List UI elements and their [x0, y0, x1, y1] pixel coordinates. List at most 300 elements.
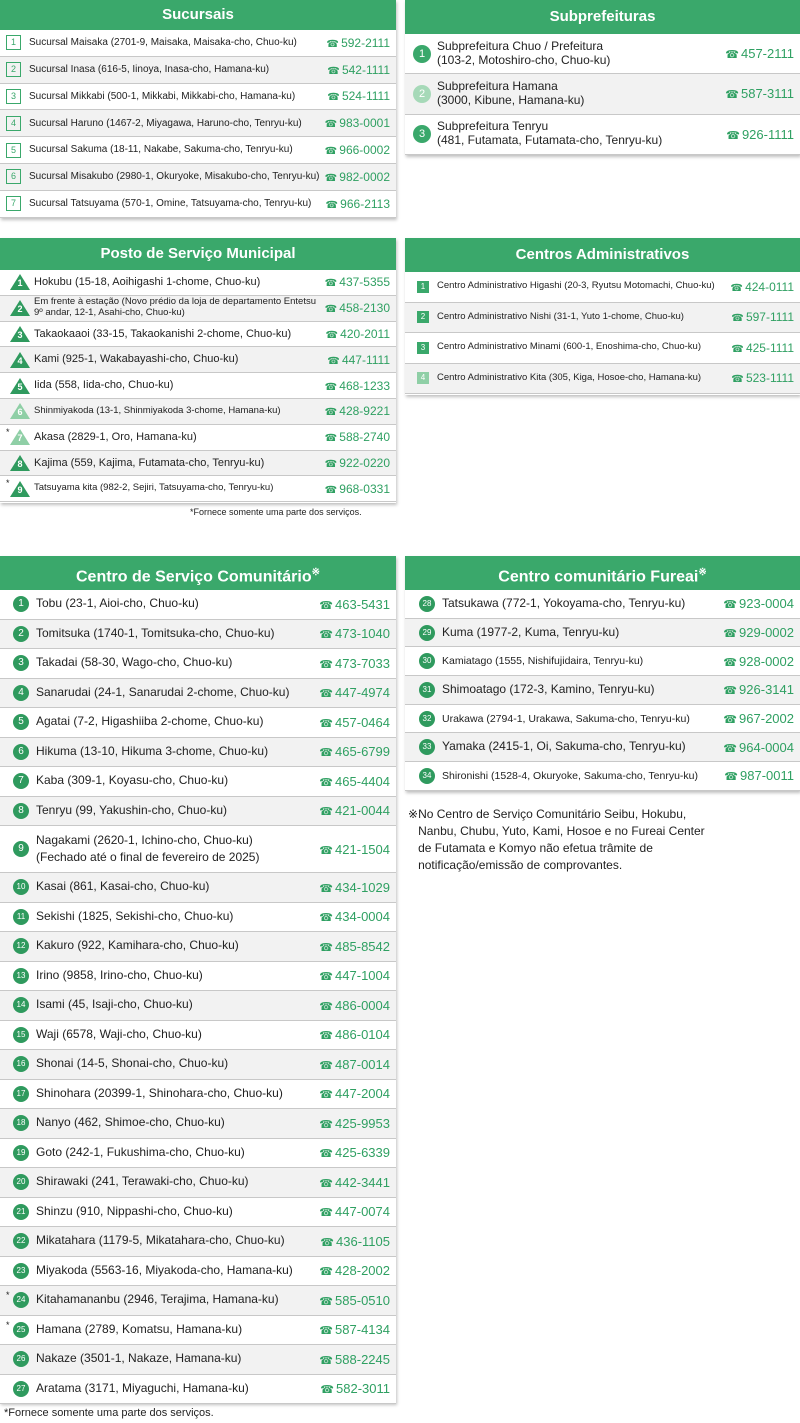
phone-icon: ☎ [731, 374, 744, 386]
center-name: Goto (242-1, Fukushima-cho, Chuo-ku) [36, 1144, 245, 1159]
comunitario-header [0, 556, 396, 590]
list-item [0, 84, 396, 111]
triangle-number-icon [10, 326, 30, 342]
list-item [0, 451, 396, 477]
phone-number[interactable] [319, 968, 396, 983]
center-name: Shirawaki (241, Terawaki-cho, Chuo-ku) [36, 1174, 249, 1189]
phone-number[interactable] [319, 626, 396, 641]
phone-text: 928-0002 [739, 653, 794, 669]
phone-icon: ☎ [724, 771, 739, 784]
phone-icon: ☎ [319, 912, 334, 925]
list-item [0, 164, 396, 191]
center-name: Kakuro (922, Kamihara-cho, Chuo-ku) [36, 938, 239, 953]
phone-icon: ☎ [319, 658, 334, 671]
phone-number[interactable] [325, 143, 396, 157]
list-item [0, 110, 396, 137]
phone-icon: ☎ [327, 355, 340, 367]
phone-text: 487-0014 [335, 1056, 390, 1072]
community-center-name [29, 1028, 319, 1042]
phone-text: 592-2111 [341, 35, 390, 50]
phone-text: 421-1504 [335, 841, 390, 857]
number-badge: 20 [13, 1174, 29, 1190]
list-item [405, 590, 800, 619]
phone-icon: ☎ [723, 599, 738, 612]
fureai-note [408, 806, 708, 874]
community-center-name [29, 834, 319, 865]
list-item [0, 1139, 396, 1169]
phone-number[interactable] [730, 280, 800, 294]
phone-text: 447-1111 [341, 352, 390, 367]
number-badge: 2 [13, 626, 29, 642]
phone-text: 987-0011 [740, 768, 794, 784]
number-badge: 21 [13, 1204, 29, 1220]
phone-icon: ☎ [319, 1148, 334, 1161]
phone-icon: ☎ [723, 628, 738, 641]
list-item [0, 1227, 396, 1257]
phone-number[interactable] [319, 842, 396, 857]
phone-icon: ☎ [324, 381, 338, 393]
phone-number[interactable] [725, 46, 800, 61]
comunitario-title: Centro de Serviço Comunitário [76, 568, 312, 586]
list-item [0, 767, 396, 797]
list-item [405, 647, 800, 676]
phone-number[interactable] [725, 86, 800, 101]
list-item [405, 705, 800, 734]
comunitario-mark: ※ [311, 567, 320, 578]
office-address: (103-2, Motoshiro-cho, Chuo-ku) [437, 52, 611, 67]
list-item [405, 733, 800, 762]
phone-icon: ☎ [325, 199, 339, 211]
subprefeituras-title: Subprefeituras [405, 0, 800, 34]
number-badge: 31 [419, 682, 435, 698]
phone-icon: ☎ [319, 747, 334, 760]
service-post-name: Kajima (559, Kajima, Futamata-cho, Tenryu-ku) [34, 456, 265, 469]
phone-text: 585-0510 [335, 1292, 390, 1308]
number-badge: 33 [419, 739, 435, 755]
phone-text: 420-2011 [340, 326, 390, 341]
phone-text: 465-4404 [335, 773, 390, 789]
phone-text: 587-4134 [335, 1322, 390, 1338]
partial-service-mark: * [6, 426, 10, 437]
phone-number[interactable] [731, 341, 800, 355]
phone-number[interactable] [731, 371, 800, 385]
phone-number[interactable] [325, 301, 396, 315]
phone-text: 486-0004 [335, 997, 390, 1013]
phone-number[interactable] [319, 1204, 396, 1219]
phone-text: 968-0331 [339, 481, 390, 496]
community-center-name [29, 715, 319, 729]
community-center-name [29, 1116, 319, 1130]
community-center-name [29, 939, 319, 953]
community-center-name [29, 1146, 319, 1160]
phone-text: 587-3111 [740, 86, 794, 102]
phone-text: 421-0044 [335, 803, 390, 819]
service-post-name: Kami (925-1, Wakabayashi-cho, Chuo-ku) [34, 353, 239, 366]
phone-icon: ☎ [725, 49, 739, 62]
phone-icon: ☎ [319, 1030, 334, 1043]
phone-icon: ☎ [324, 304, 338, 316]
list-item [405, 762, 800, 791]
phone-number[interactable] [723, 711, 800, 726]
number-badge: 15 [13, 1027, 29, 1043]
center-name: Hikuma (13-10, Hikuma 3-chome, Chuo-ku) [36, 743, 269, 758]
phone-icon: ☎ [319, 882, 334, 895]
phone-number[interactable] [326, 36, 396, 50]
number-badge: 11 [13, 909, 29, 925]
community-center-name [29, 998, 319, 1012]
phone-number[interactable] [325, 275, 396, 289]
phone-icon: ☎ [731, 313, 744, 325]
number-badge: 4 [6, 116, 21, 131]
office-title: Subprefeitura Tenryu [437, 119, 549, 134]
community-center-name [29, 1293, 319, 1307]
phone-icon: ☎ [324, 484, 338, 496]
center-name: Aratama (3171, Miyaguchi, Hamana-ku) [36, 1380, 249, 1395]
triangle-number-icon [10, 481, 30, 497]
center-name: Isami (45, Isaji-cho, Chuo-ku) [36, 997, 193, 1012]
phone-text: 437-5355 [339, 275, 390, 290]
phone-number[interactable] [723, 682, 800, 697]
number-badge: 1 [13, 596, 29, 612]
number-badge: 6 [13, 744, 29, 760]
center-name: Kaba (309-1, Koyasu-cho, Chuo-ku) [36, 773, 229, 788]
phone-icon: ☎ [731, 343, 744, 355]
phone-text: 923-0004 [739, 596, 794, 612]
number-badge: 1 [17, 278, 23, 289]
triangle-number-icon [10, 274, 30, 290]
community-center-name [29, 1205, 319, 1219]
phone-number[interactable] [726, 127, 800, 142]
centros-panel [405, 238, 800, 395]
phone-number[interactable] [724, 768, 800, 783]
number-badge: 22 [13, 1233, 29, 1249]
list-item [0, 932, 396, 962]
triangle-number-icon [10, 455, 30, 471]
number-badge: 34 [419, 768, 435, 784]
number-badge: 17 [13, 1086, 29, 1102]
list-item [0, 991, 396, 1021]
phone-number[interactable] [319, 774, 396, 789]
list-item [0, 425, 396, 451]
number-badge: 29 [419, 625, 435, 641]
phone-icon: ☎ [320, 1236, 335, 1249]
phone-number[interactable] [723, 596, 800, 611]
subprefeituras-panel [405, 0, 800, 155]
service-post-name: Hokubu (15-18, Aoihigashi 1-chome, Chuo-ku) [34, 276, 261, 289]
fureai-center-name: Shimoatago (172-3, Kamino, Tenryu-ku) [442, 682, 655, 696]
phone-icon: ☎ [325, 329, 339, 341]
phone-icon: ☎ [319, 806, 334, 819]
phone-icon: ☎ [725, 89, 739, 102]
phone-number[interactable] [327, 63, 396, 77]
phone-number[interactable] [320, 1381, 396, 1396]
phone-number[interactable] [723, 740, 800, 755]
center-name: Miyakoda (5563-16, Miyakoda-cho, Hamana-ku) [36, 1262, 293, 1277]
number-badge: 13 [13, 968, 29, 984]
phone-number[interactable] [319, 597, 396, 612]
phone-text: 582-3011 [336, 1381, 390, 1397]
phone-icon: ☎ [319, 1177, 334, 1190]
phone-number[interactable] [319, 803, 396, 818]
list-item [0, 399, 396, 425]
service-post-name: Shinmiyakoda (13-1, Shinmiyakoda 3-chome, Hamana-ku) [34, 404, 281, 416]
list-item [405, 74, 800, 114]
phone-icon: ☎ [723, 685, 738, 698]
phone-number[interactable] [325, 482, 396, 496]
phone-number[interactable] [319, 998, 396, 1013]
number-badge: 6 [17, 407, 23, 418]
fureai-center-name: Urakawa (2794-1, Urakawa, Sakuma-cho, Tenryu-ku) [442, 712, 690, 725]
center-name: Shinohara (20399-1, Shinohara-cho, Chuo-ku) [36, 1085, 283, 1100]
phone-icon: ☎ [723, 656, 738, 669]
list-item [0, 57, 396, 84]
center-name: Agatai (7-2, Higashiiba 2-chome, Chuo-ku) [36, 714, 264, 729]
office-name [431, 120, 726, 148]
posto-title: Posto de Serviço Municipal [0, 238, 396, 270]
phone-icon: ☎ [324, 458, 338, 470]
community-center-name [29, 1352, 319, 1366]
phone-text: 442-3441 [335, 1174, 390, 1190]
center-name: Tobu (23-1, Aioi-cho, Chuo-ku) [36, 596, 199, 611]
phone-number[interactable] [319, 939, 396, 954]
phone-number[interactable] [319, 1116, 396, 1131]
phone-number[interactable] [325, 456, 396, 470]
number-badge: 1 [413, 45, 431, 63]
list-item [0, 30, 396, 57]
service-post-name: Iida (558, Iida-cho, Chuo-ku) [34, 379, 174, 392]
sucursais-panel [0, 0, 396, 218]
phone-text: 458-2130 [339, 301, 390, 316]
comunitario-note-star: * [4, 1407, 9, 1419]
phone-text: 425-6339 [335, 1145, 390, 1161]
phone-text: 966-0002 [339, 143, 390, 158]
number-badge: 8 [17, 458, 23, 469]
number-badge: 4 [417, 372, 429, 384]
list-item [0, 347, 396, 373]
phone-icon: ☎ [327, 65, 340, 77]
phone-number[interactable] [319, 1086, 396, 1101]
phone-number[interactable] [319, 685, 396, 700]
list-item [405, 333, 800, 364]
phone-icon: ☎ [324, 172, 338, 184]
sucursais-title: Sucursais [0, 0, 396, 30]
list-item [405, 364, 800, 395]
number-badge: 14 [13, 997, 29, 1013]
phone-text: 468-1233 [339, 378, 390, 393]
phone-number[interactable] [325, 170, 396, 184]
phone-number[interactable] [319, 1175, 396, 1190]
phone-number[interactable] [319, 1352, 396, 1367]
fureai-center-name: Tatsukawa (772-1, Yokoyama-cho, Tenryu-ku) [442, 595, 686, 610]
list-item [0, 1375, 396, 1405]
phone-number[interactable] [325, 404, 396, 418]
fureai-header [405, 556, 800, 590]
list-item [0, 649, 396, 679]
phone-icon: ☎ [319, 1207, 334, 1220]
center-name: Shinzu (910, Nippashi-cho, Chuo-ku) [36, 1203, 233, 1218]
phone-icon: ☎ [319, 971, 334, 984]
number-badge: 5 [17, 381, 23, 392]
center-name: Tomitsuka (1740-1, Tomitsuka-cho, Chuo-ku) [36, 625, 275, 640]
list-item [0, 191, 396, 218]
comunitario-note [4, 1407, 214, 1419]
phone-number[interactable] [319, 715, 396, 730]
list-item [0, 590, 396, 620]
center-name: Mikatahara (1179-5, Mikatahara-cho, Chuo-ku) [36, 1233, 285, 1248]
list-item [0, 962, 396, 992]
number-badge: 2 [417, 311, 429, 323]
list-item [0, 679, 396, 709]
list-item [405, 619, 800, 648]
phone-text: 967-2002 [739, 711, 794, 727]
phone-text: 424-0111 [745, 279, 794, 294]
list-item [0, 476, 396, 502]
community-center-name [29, 1382, 320, 1396]
phone-text: 523-1111 [745, 371, 794, 386]
phone-text: 982-0002 [339, 169, 390, 184]
phone-number[interactable] [319, 1145, 396, 1160]
phone-icon: ☎ [319, 1000, 334, 1013]
community-center-name [29, 969, 319, 983]
center-name: Kitahamananbu (2946, Terajima, Hamana-ku) [36, 1292, 279, 1307]
community-center-name [29, 910, 319, 924]
center-name: Waji (6578, Waji-cho, Chuo-ku) [36, 1026, 202, 1041]
phone-text: 524-1111 [341, 89, 390, 104]
list-item [0, 1286, 396, 1316]
phone-icon: ☎ [723, 714, 738, 727]
phone-icon: ☎ [324, 278, 338, 290]
phone-number[interactable] [325, 116, 396, 130]
phone-text: 447-2004 [335, 1086, 390, 1102]
center-status: (Fechado até o final de fevereiro de 2025) [36, 849, 260, 864]
list-item [0, 1345, 396, 1375]
phone-number[interactable] [319, 1293, 396, 1308]
phone-number[interactable] [327, 353, 396, 367]
fureai-center-name: Kamiatago (1555, Nishifujidaira, Tenryu-ku) [442, 655, 644, 668]
fureai-center-name: Shironishi (1528-4, Okuryoke, Sakuma-cho, Tenryu-ku) [442, 769, 699, 782]
center-name: Nanyo (462, Shimoe-cho, Chuo-ku) [36, 1115, 225, 1130]
phone-text: 983-0001 [339, 116, 390, 131]
center-name: Tenryu (99, Yakushin-cho, Chuo-ku) [36, 802, 227, 817]
phone-text: 457-0464 [335, 714, 390, 730]
community-center-name [29, 1175, 319, 1189]
number-badge: 26 [13, 1351, 29, 1367]
phone-number[interactable] [320, 1234, 396, 1249]
center-name: Hamana (2789, Komatsu, Hamana-ku) [36, 1321, 243, 1336]
phone-text: 485-8542 [335, 938, 390, 954]
phone-text: 428-9221 [339, 404, 390, 419]
phone-number[interactable] [319, 909, 396, 924]
phone-number[interactable] [319, 880, 396, 895]
partial-service-mark: * [6, 1290, 10, 1300]
list-item [0, 1021, 396, 1051]
number-badge: 2 [17, 304, 23, 315]
office-title: Subprefeitura Chuo / Prefeitura [437, 38, 604, 53]
partial-service-mark: * [6, 1319, 10, 1330]
number-badge: 12 [13, 938, 29, 954]
number-badge: 1 [6, 35, 21, 50]
phone-text: 447-0074 [335, 1204, 390, 1220]
phone-number[interactable] [325, 430, 396, 444]
phone-icon: ☎ [326, 38, 340, 50]
community-center-name [29, 1323, 319, 1337]
phone-number[interactable] [723, 625, 800, 640]
list-item [405, 676, 800, 705]
phone-number[interactable] [319, 744, 396, 759]
number-badge: 8 [13, 803, 29, 819]
office-name [431, 40, 725, 68]
number-badge: 3 [413, 125, 431, 143]
phone-icon: ☎ [324, 119, 338, 131]
number-badge: 16 [13, 1056, 29, 1072]
phone-number[interactable] [319, 1057, 396, 1072]
phone-text: 463-5431 [335, 596, 390, 612]
number-badge: 9 [17, 484, 23, 495]
center-name: Nakaze (3501-1, Nakaze, Hamana-ku) [36, 1351, 242, 1366]
branch-name: Sucursal Mikkabi (500-1, Mikkabi, Mikkabi-cho, Hamana-ku) [29, 90, 296, 102]
number-badge: 5 [6, 143, 21, 158]
number-badge: 32 [419, 711, 435, 727]
list-item [0, 1168, 396, 1198]
list-item [0, 620, 396, 650]
number-badge: 6 [6, 169, 21, 184]
triangle-number-icon [10, 352, 30, 368]
branch-name: Sucursal Inasa (616-5, Iinoya, Inasa-cho, Hamana-ku) [29, 63, 270, 75]
community-center-name [29, 1057, 319, 1071]
service-post-name: Takaokaaoi (33-15, Takaokanishi 2-chome, Chuo-ku) [34, 327, 292, 340]
number-badge: 28 [419, 596, 435, 612]
list-item [0, 1109, 396, 1139]
office-address: (481, Futamata, Futamata-cho, Tenryu-ku) [437, 133, 663, 148]
branch-name: Sucursal Haruno (1467-2, Miyagawa, Haruno-cho, Tenryu-ku) [29, 117, 302, 129]
phone-number[interactable] [319, 1027, 396, 1042]
phone-number[interactable] [319, 656, 396, 671]
phone-text: 966-2113 [340, 196, 390, 211]
phone-text: 425-9953 [335, 1115, 390, 1131]
phone-icon: ☎ [730, 282, 744, 294]
phone-icon: ☎ [319, 1089, 334, 1102]
phone-number[interactable] [325, 197, 396, 211]
phone-icon: ☎ [319, 717, 334, 730]
number-badge: 2 [6, 62, 21, 77]
phone-icon: ☎ [320, 1384, 335, 1397]
admin-center-name: Centro Administrativo Higashi (20-3, Ryutsu Motomachi, Chuo-ku) [437, 280, 715, 292]
community-center-name [29, 1234, 320, 1248]
list-item [0, 708, 396, 738]
number-badge: 3 [17, 329, 23, 340]
phone-number[interactable] [731, 310, 800, 324]
number-badge: 18 [13, 1115, 29, 1131]
phone-text: 434-1029 [335, 879, 390, 895]
number-badge: 7 [13, 773, 29, 789]
phone-number[interactable] [325, 327, 396, 341]
phone-number[interactable] [723, 654, 800, 669]
phone-number[interactable] [327, 89, 396, 103]
admin-center-name: Centro Administrativo Kita (305, Kiga, Hosoe-cho, Hamana-ku) [437, 371, 702, 383]
number-badge: 4 [13, 685, 29, 701]
list-item [0, 322, 396, 348]
phone-number[interactable] [325, 379, 396, 393]
phone-number[interactable] [319, 1322, 396, 1337]
number-badge: 7 [6, 196, 21, 211]
phone-text: 457-2111 [740, 46, 794, 62]
phone-number[interactable] [319, 1263, 396, 1278]
community-center-name [29, 1264, 319, 1278]
phone-text: 447-4974 [335, 685, 390, 701]
number-badge: 3 [417, 342, 429, 354]
phone-icon: ☎ [319, 1325, 334, 1338]
community-center-name [29, 597, 319, 611]
